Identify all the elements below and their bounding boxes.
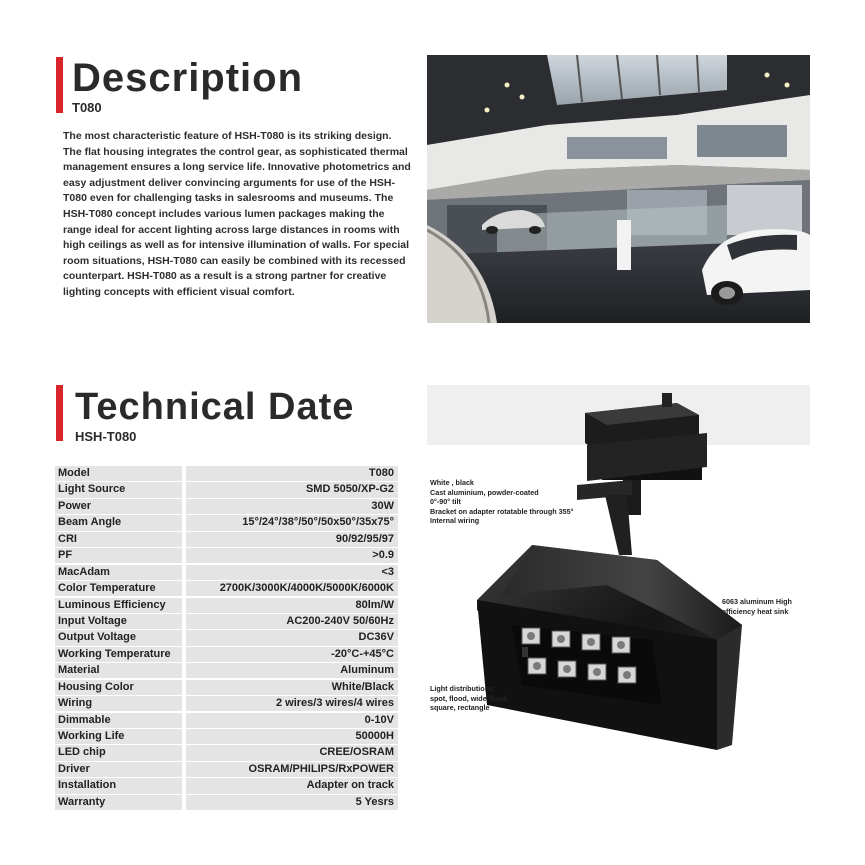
spec-value: 30W [186,499,398,514]
spec-row [55,647,398,663]
spec-row [55,729,398,745]
technical-accent-bar [56,385,63,441]
spec-value: <3 [186,565,398,580]
spec-value: 15°/24°/38°/50°/50x50°/35x75° [186,515,398,530]
spec-label: Working Life [55,729,182,744]
spec-value: Adapter on track [186,778,398,793]
spec-row [55,762,398,778]
spec-value: 50000H [186,729,398,744]
spec-label: Wiring [55,696,182,711]
spec-value: OSRAM/PHILIPS/RxPOWER [186,762,398,777]
annotation-line: 0°-90° tilt [430,497,461,506]
spec-row [55,663,398,679]
description-paragraph: The most characteristic feature of HSH-T080 is its striking design. The flat housing integrates the control gear, as sophisticated thermal management ensures a long service life. Innovative photometrics and easy adjustment deliver convincing arguments for use of the HSH-T080 even for challenging tasks in salesrooms and museums. The HSH-T080 concept includes various lumen packages making the range ideal for accent lighting across large distances in rooms with high ceilings as well as for intensive illumination of walls. For special room situations, HSH-T080 can easily be combined with its recessed counterpart. HSH-T080 as a result is a strong partner for creative lighting concepts with efficient visual comfort. [63,130,411,298]
description-title: Description [72,56,304,100]
spec-label: CRI [55,532,182,547]
spec-value: 0-10V [186,713,398,728]
spec-label: Installation [55,778,182,793]
spec-label: Beam Angle [55,515,182,530]
spec-row [55,482,398,498]
annotation-line: Bracket on adapter rotatable through 355° [430,506,574,516]
spec-row [55,630,398,646]
spec-row [55,581,398,597]
spec-value: T080 [186,466,398,481]
track-light-image [427,385,810,785]
spec-label: Input Voltage [55,614,182,629]
spec-row [55,745,398,761]
spec-label: Color Temperature [55,581,182,596]
showroom-photo [427,55,810,323]
spec-row [55,680,398,696]
description-accent-bar [56,57,63,113]
annotation-line: Cast aluminium, powder-coated [430,487,539,497]
spec-value: 80lm/W [186,598,398,613]
spec-row [55,614,398,630]
spec-value: SMD 5050/XP-G2 [186,482,398,497]
spec-label: Dimmable [55,713,182,728]
annotation-heatsink [722,597,792,616]
spec-row [55,696,398,712]
spec-label: Model [55,466,182,481]
spec-row [55,598,398,614]
spec-value: Aluminum [186,663,398,678]
spec-row [55,466,398,482]
spec-label: MacAdam [55,565,182,580]
annotation-line: spot, flood, wide flood, [430,693,509,703]
spec-row [55,713,398,729]
spec-value: AC200-240V 50/60Hz [186,614,398,629]
annotation-line: White , black [430,478,474,487]
spec-label: Output Voltage [55,630,182,645]
description-subtitle: T080 [72,100,102,115]
spec-value: 5 Yesrs [186,795,398,810]
annotation-line: efficiency heat sink [722,606,789,616]
spec-label: Warranty [55,795,182,810]
spec-row [55,515,398,531]
spec-value: 90/92/95/97 [186,532,398,547]
spec-label: Power [55,499,182,514]
annotation-line: square, rectangle [430,703,490,712]
spec-value: 2 wires/3 wires/4 wires [186,696,398,711]
technical-subtitle: HSH-T080 [75,429,137,444]
spec-row [55,532,398,548]
annotation-line: Internal wiring [430,516,480,525]
spec-value: >0.9 [186,548,398,563]
technical-title: Technical Date [75,386,355,428]
spec-value: White/Black [186,680,398,695]
annotation-housing [430,478,573,526]
spec-label: Light Source [55,482,182,497]
spec-label: PF [55,548,182,563]
spec-label: Housing Color [55,680,182,695]
spec-label: LED chip [55,745,182,760]
spec-row [55,795,398,811]
spec-value: -20°C-+45°C [186,647,398,662]
spec-row [55,499,398,515]
spec-row [55,778,398,794]
spec-table [55,466,398,811]
spec-row [55,548,398,564]
annotation-line: Light distributions: [430,684,496,693]
spec-value: 2700K/3000K/4000K/5000K/6000K [186,581,398,596]
spec-value: CREE/OSRAM [186,745,398,760]
spec-row [55,565,398,581]
annotation-distribution [430,684,508,713]
spec-label: Material [55,663,182,678]
annotation-line: 6063 aluminum High [722,597,792,606]
spec-label: Luminous Efficiency [55,598,182,613]
spec-value: DC36V [186,630,398,645]
spec-label: Working Temperature [55,647,182,662]
spec-label: Driver [55,762,182,777]
